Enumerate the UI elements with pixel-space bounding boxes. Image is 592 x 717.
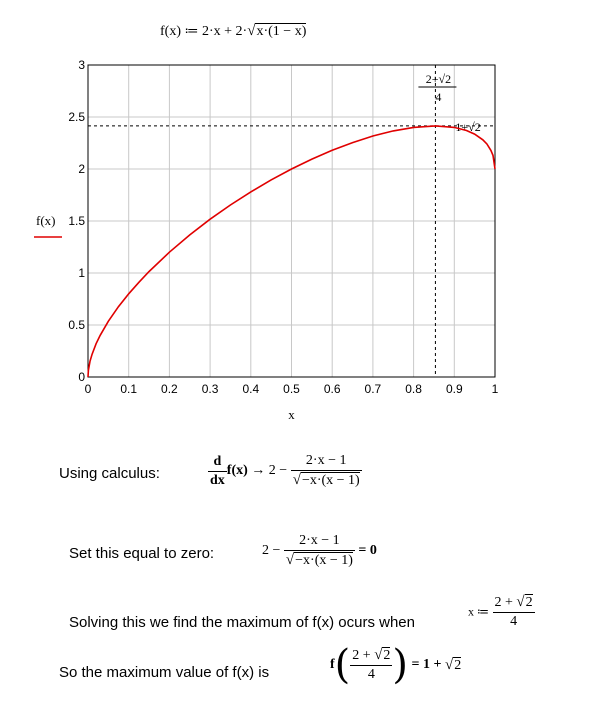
max-equals: = 1 +: [411, 657, 442, 672]
d-numerator: d: [208, 454, 227, 472]
x-tick-label: 1: [491, 382, 499, 396]
x-tick-label: 0.9: [445, 382, 463, 396]
d-dx-operator: [208, 454, 227, 489]
dx-denominator: dx: [210, 472, 225, 488]
y-marker-label: 1+√2: [455, 119, 481, 134]
zero-radicand: −x·(x − 1): [295, 553, 353, 568]
y-tick-label: 0: [78, 370, 85, 384]
x-tick-label: 0.3: [201, 382, 219, 396]
max-denominator: 4: [367, 667, 375, 682]
y-tick-label: 1.5: [68, 214, 85, 228]
x-tick-label: 0.2: [161, 382, 178, 396]
x-solution-denominator: 4: [510, 614, 518, 629]
max-result-radicand: 2: [454, 657, 462, 673]
derivative-expression[interactable]: [208, 453, 362, 489]
definition-rhs: 2·x + 2·: [202, 24, 248, 39]
x-solution-fraction: [493, 594, 535, 630]
zero-numerator: 2·x − 1: [284, 533, 355, 551]
y-axis-label: f(x): [36, 213, 56, 228]
radical-sign: √: [516, 594, 525, 610]
x-tick-label: 0.4: [242, 382, 260, 396]
max-value-expression[interactable]: [330, 642, 462, 688]
radical-sign: √: [285, 552, 295, 568]
zero-equals: = 0: [358, 543, 377, 558]
x-tick-label: 0: [84, 382, 92, 396]
x-axis-label: x: [288, 407, 295, 422]
x-marker-label-denominator: 4: [435, 90, 442, 104]
max-numerator: [350, 647, 392, 666]
derivative-fraction: [291, 453, 362, 489]
y-tick-label: 2: [78, 162, 85, 176]
symbolic-arrow: →: [251, 463, 266, 478]
maxval-label: So the maximum value of f(x) is: [59, 664, 270, 681]
radical-sign: √: [374, 647, 383, 663]
derivative-radicand: −x·(x − 1): [301, 473, 360, 488]
zero-fraction: [284, 533, 355, 569]
solve-label: Solving this we find the maximum of f(x) ocurs when: [69, 614, 415, 631]
x-solution[interactable]: [468, 594, 535, 630]
derivative-numerator: 2·x − 1: [291, 453, 362, 471]
max-f: f: [330, 657, 335, 672]
x-assign: x ≔: [468, 604, 489, 619]
zero-denominator: [284, 551, 355, 569]
zero-lead: 2 −: [262, 543, 281, 558]
x-tick-label: 0.1: [120, 382, 138, 396]
x-tick-label: 0.6: [323, 382, 341, 396]
x-marker-label-numerator: 2+√2: [425, 72, 452, 86]
x-tick-label: 0.8: [405, 382, 422, 396]
derivative-fx: f(x): [226, 463, 248, 478]
y-tick-label: 0.5: [68, 318, 85, 332]
derivative-denominator: [291, 471, 362, 489]
zero-label: Set this equal to zero:: [69, 545, 215, 562]
function-definition[interactable]: [160, 23, 306, 40]
y-tick-label: 3: [78, 58, 85, 72]
radical-sign: √: [445, 656, 454, 673]
x-tick-label: 0.7: [364, 382, 382, 396]
zero-equation[interactable]: [262, 533, 377, 569]
x-num-lead: 2 +: [494, 595, 513, 610]
radical-sign: √: [292, 472, 301, 488]
definition-assign: ≔: [184, 24, 199, 39]
definition-radicand: x·(1 − x): [256, 24, 307, 39]
definition-lhs: f(x): [160, 24, 181, 39]
x-solution-numerator: [493, 594, 535, 613]
max-num-lead: 2 +: [352, 648, 371, 663]
y-tick-label: 1: [78, 266, 85, 280]
x-num-radicand: 2: [525, 595, 533, 610]
left-paren: (: [334, 642, 351, 688]
max-fraction: [350, 647, 392, 683]
max-result: [445, 658, 461, 673]
right-paren: ): [392, 642, 409, 688]
radical-sign: √: [247, 23, 256, 39]
y-tick-label: 2.5: [68, 110, 85, 124]
function-plot[interactable]: [0, 50, 592, 430]
max-num-radicand: 2: [383, 648, 391, 663]
x-tick-label: 0.5: [283, 382, 300, 396]
derivative-lead: 2 −: [268, 463, 288, 478]
calculus-label: Using calculus:: [59, 465, 160, 482]
